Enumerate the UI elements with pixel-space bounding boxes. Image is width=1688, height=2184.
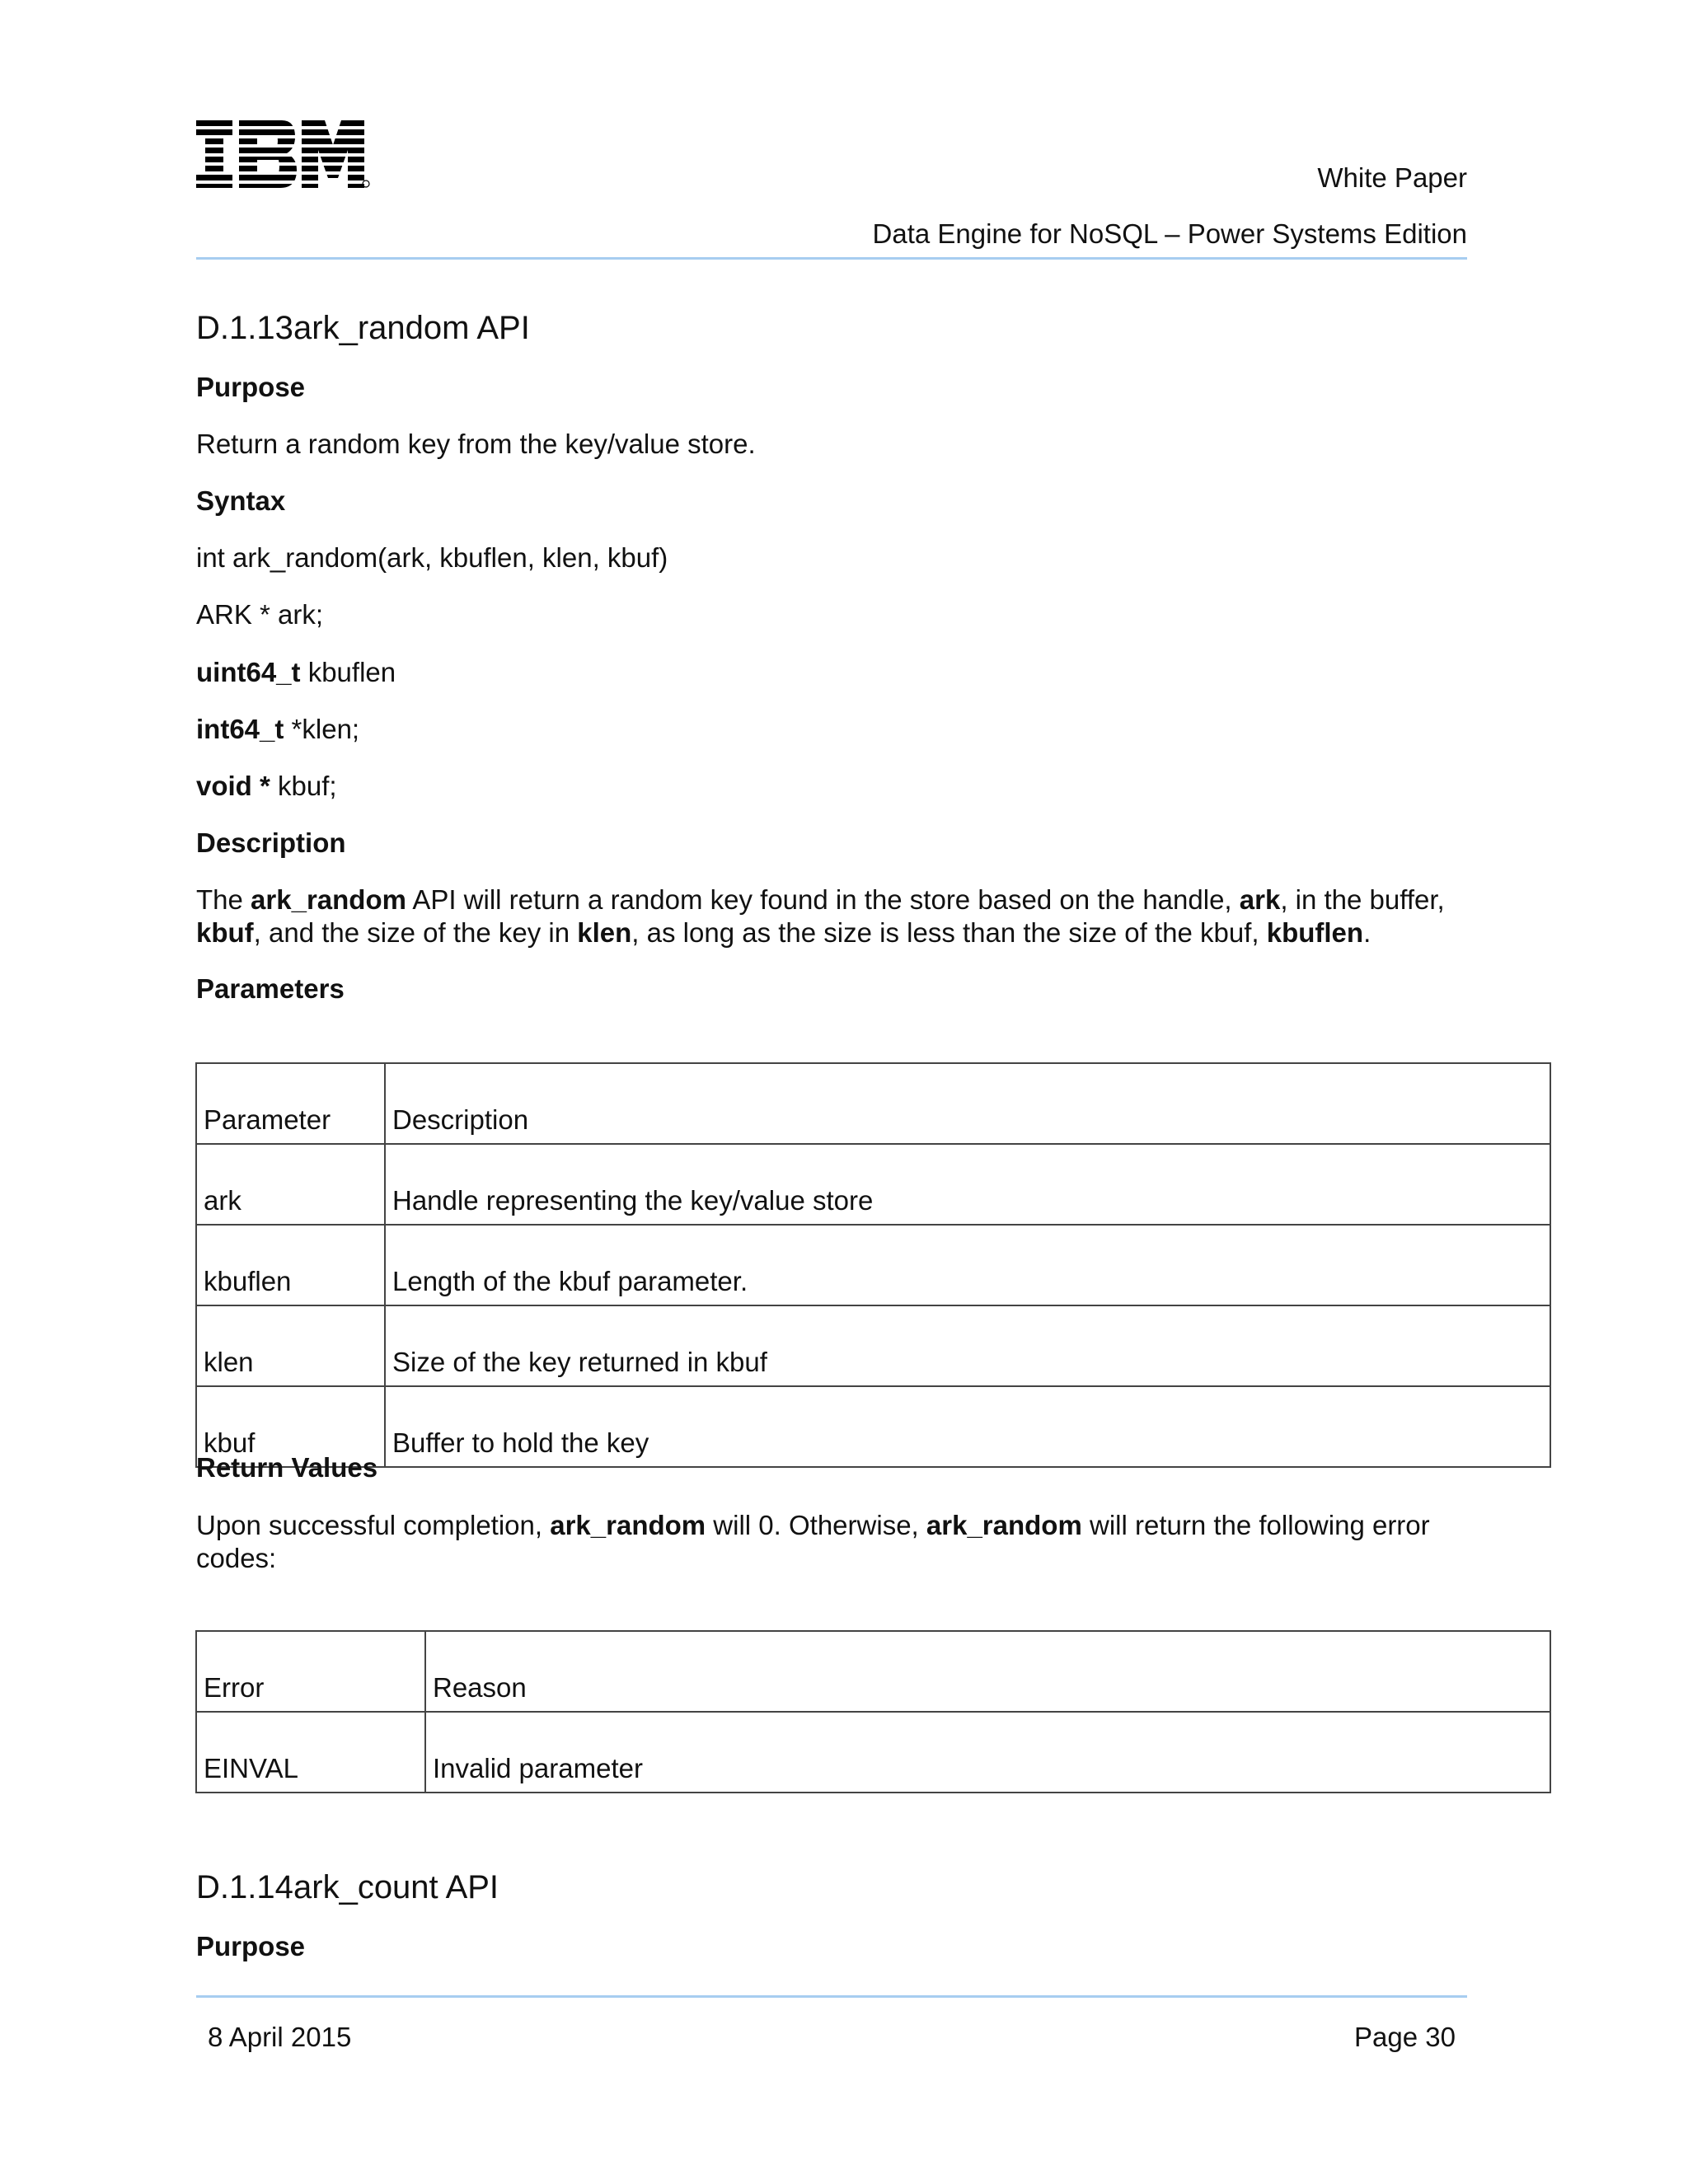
table-row	[196, 1305, 1550, 1386]
type-keyword: uint64_t	[196, 657, 301, 687]
syntax-signature: int ark_random(ark, kbuflen, klen, kbuf)	[196, 542, 668, 573]
syntax-ark-line: ARK * ark;	[196, 599, 324, 630]
table-row	[196, 1144, 1550, 1225]
table-cell: Invalid parameter	[425, 1712, 1550, 1793]
section-heading-ark-random	[196, 308, 530, 348]
type-keyword: int64_t	[196, 714, 284, 744]
table-cell: Handle representing the key/value store	[385, 1144, 1550, 1225]
section-number: D.1.14	[196, 1869, 293, 1905]
section-number: D.1.13	[196, 310, 293, 346]
document-title: Data Engine for NoSQL – Power Systems Edition	[872, 218, 1467, 249]
param-name: kbuflen	[300, 657, 396, 687]
param-name: kbuf;	[270, 771, 337, 801]
syntax-klen-line	[196, 713, 1482, 746]
document-type: White Paper	[1317, 162, 1467, 193]
purpose-label: Purpose	[196, 372, 306, 402]
footer-divider	[196, 1995, 1467, 1998]
table-cell: EINVAL	[196, 1712, 425, 1793]
table-row	[196, 1386, 1550, 1467]
table-cell: kbuflen	[196, 1225, 385, 1305]
header-divider	[196, 257, 1467, 260]
parameters-label: Parameters	[196, 973, 345, 1004]
table-header-cell: Parameter	[196, 1063, 385, 1144]
page-header	[873, 162, 1467, 251]
description-label: Description	[196, 827, 346, 858]
table-cell: ark	[196, 1144, 385, 1225]
section-title: ark_random API	[293, 310, 530, 346]
syntax-kbuflen-line	[196, 656, 1482, 689]
return-values-text: Upon successful completion, ark_random will 0. Otherwise, ark_random will return the following error codes:	[196, 1510, 1430, 1573]
table-cell: klen	[196, 1305, 385, 1386]
purpose-label: Purpose	[196, 1931, 306, 1961]
table-row	[196, 1225, 1550, 1305]
parameters-table	[195, 1062, 1551, 1468]
syntax-label: Syntax	[196, 485, 286, 516]
table-header-row	[196, 1063, 1550, 1144]
syntax-kbuf-line	[196, 770, 1482, 803]
page-number: Page 30	[1354, 2022, 1456, 2052]
table-cell: Buffer to hold the key	[385, 1386, 1550, 1467]
footer-date: 8 April 2015	[208, 2022, 352, 2052]
table-header-cell: Reason	[425, 1631, 1550, 1712]
section-title: ark_count API	[293, 1869, 499, 1905]
table-row	[196, 1712, 1550, 1793]
description-text: The ark_random API will return a random key found in the store based on the handle, ark, in the buffer, kbuf, and the size of the key in klen, as long as the size is less than the size of the kbuf, kbuflen.	[196, 884, 1445, 948]
table-header-cell: Description	[385, 1063, 1550, 1144]
table-cell: Size of the key returned in kbuf	[385, 1305, 1550, 1386]
purpose-text: Return a random key from the key/value store.	[196, 429, 756, 459]
section-heading-ark-count	[196, 1868, 499, 1907]
table-header-row	[196, 1631, 1550, 1712]
return-values-label: Return Values	[196, 1452, 378, 1483]
table-header-cell: Error	[196, 1631, 425, 1712]
table-cell: kbuf	[196, 1386, 385, 1467]
type-keyword: void *	[196, 771, 270, 801]
error-codes-table	[195, 1630, 1551, 1793]
ibm-logo	[196, 120, 371, 188]
table-cell: Length of the kbuf parameter.	[385, 1225, 1550, 1305]
param-name: *klen;	[284, 714, 360, 744]
